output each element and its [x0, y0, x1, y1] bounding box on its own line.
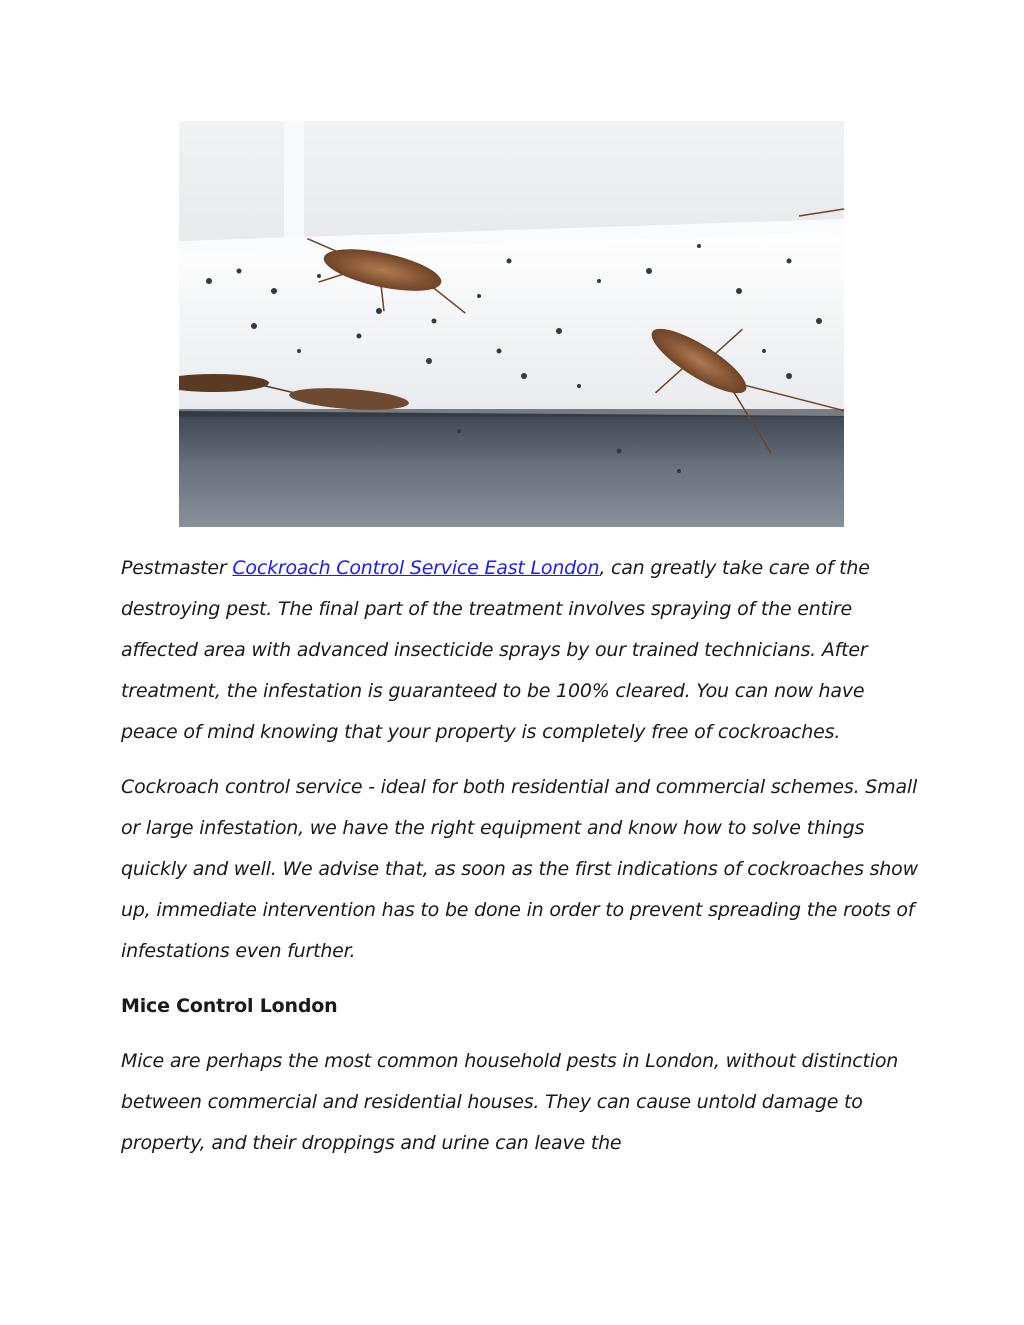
paragraph1-suffix: , can greatly take care of the destroying pest. The final part of the treatment involves spraying of the entire affected area with advanced insecticide sprays by our trained technicians. After treatment, the infestation is guaranteed to be 100% cleared. You can now have peace of mind knowing that your property is completely free of cockroaches.	[121, 557, 870, 743]
article-body	[121, 548, 921, 1164]
section-heading-mice-control: Mice Control London	[121, 995, 338, 1017]
paragraph-cockroach-service: Cockroach control service - ideal for both residential and commercial schemes. Small or large infestation, we have the right equipment and know how to solve things quickly and well. We advise that, as soon as the first indications of cockroaches show up, immediate intervention has to be done in order to prevent spreading the roots of infestations even further.	[121, 776, 918, 962]
paragraph1-prefix: Pestmaster	[121, 557, 233, 579]
paragraph-cockroach-treatment	[121, 548, 921, 753]
cockroach-photo-graphic	[179, 121, 844, 527]
cockroach-control-link[interactable]: Cockroach Control Service East London	[232, 557, 600, 579]
paragraph-mice: Mice are perhaps the most common household pests in London, without distinction between commercial and residential houses. They can cause untold damage to property, and their droppings and urine can leave the	[121, 1050, 899, 1154]
cockroach-photo	[179, 121, 844, 527]
